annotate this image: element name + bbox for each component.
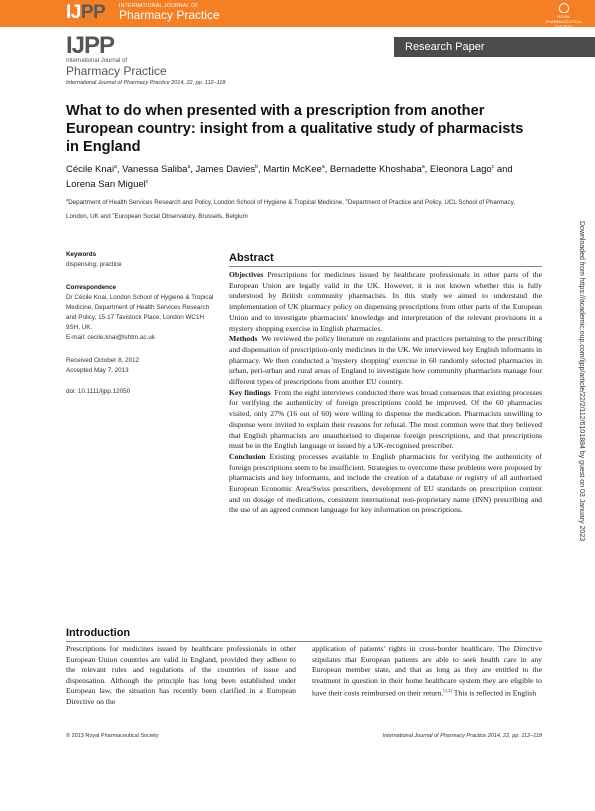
society-logo xyxy=(544,3,584,29)
dates-block xyxy=(66,356,216,376)
abstract-divider xyxy=(229,266,542,267)
correspondence-email[interactable]: E-mail: cecile.knai@lshtm.ac.uk xyxy=(66,334,155,341)
citation-ref[interactable]: [1,2] xyxy=(443,688,452,693)
crest-icon xyxy=(559,3,569,13)
correspondence-address: Dr Cécile Knai, London School of Hygiene & Tropical Medicine, Department of Health Services Research and Policy, 15-17 Tavistock Place, London WC1H 9SH, UK. xyxy=(66,294,214,331)
intro-column-right: application of patients' rights in cross-border healthcare. The Directive stipulates that European patients are able to seek health care in any European member state, and that as long as they are entitled to the treatment in question in their home healthcare system they are eligible to have their costs reimbursed on their return.[1,2] This is reflected in English xyxy=(312,644,542,698)
author-name: Cécile Knai xyxy=(66,164,115,176)
doi[interactable]: doi: 10.1111/ijpp.12050 xyxy=(66,388,131,395)
author-name: Vanessa Saliba xyxy=(122,164,188,176)
abstract-objectives: Objectives Prescriptions for medicines issued by healthcare professionals in other parts of the European Union are legally valid in the UK. However, it is not known whether this is fully understood by British community pharmacists. In this study we aimed to understand the implementation of UK pharmacy policy on dispensing prescriptions from other parts of the European Union and to investigate pharmacists' knowledge and interpretation of the relevant provisions in a mystery shopping exercise in English pharmacies. xyxy=(229,270,542,333)
footer-citation: International Journal of Pharmacy Practice 2014, 22, pp. 112–118 xyxy=(382,733,542,739)
journal-logo-abbrev: IJPP xyxy=(66,32,115,59)
banner-journal-name xyxy=(119,3,220,22)
article-title: What to do when presented with a prescription from another European country: insight from a qualitative study of pharmacists in England xyxy=(66,103,524,155)
society-name: ROYAL PHARMACEUTICAL SOCIETY xyxy=(545,14,583,29)
author-name: Bernadette Khoshaba xyxy=(329,164,422,176)
correspondence-heading: Correspondence xyxy=(66,284,117,291)
author-list: Cécile Knai$^a$, Vanessa Saliba$^a$, James Davies$^b$, Martin McKee$^a$, Bernadette Khoshaba$^a$, Eleonora Lago$^c$ and Lorena San Miguel$^c$ xyxy=(66,164,513,191)
journal-banner xyxy=(0,0,595,27)
download-note: Downloaded from https://academic.oup.com/ijpp/article/22/2/112/6101884 by guest on 03 January 2023 xyxy=(578,221,585,542)
accepted-date: Accepted May 7, 2013 xyxy=(66,367,129,374)
author-affiliation-marker: a xyxy=(321,164,325,170)
intro-column-left: Prescriptions for medicines issued by healthcare professionals in other European Union countries are valid in England, provided they adhere to the relevant rules and regulations of the countries of issue and dispensation. Although the principle has long been established under European law, the situation has recently been clarified in a European Directive on the xyxy=(66,644,296,706)
author-affiliation-marker: a xyxy=(114,164,117,170)
article-type-badge: Research Paper xyxy=(394,37,595,57)
author-name: and Lorena San Miguel xyxy=(66,164,513,191)
author-affiliation-marker: c xyxy=(491,164,495,170)
keywords-block xyxy=(66,250,216,270)
banner-logo: IJPP xyxy=(66,2,106,23)
abstract-methods: Methods We reviewed the policy literature on regulations and practices pertaining to the prescribing and dispensation of prescription-only medicines in the UK. We interviewed key English informants in pharmacy. We then conducted a 'mystery shopping' exercise in 60 randomly selected pharmacies in urban, peri-urban and rural areas of England to investigate how community pharmacists manage four different types of prescriptions from another EU country. xyxy=(229,334,542,387)
correspondence-block xyxy=(66,283,216,343)
citation-top: International Journal of Pharmacy Practice 2014, 22, pp. 112–118 xyxy=(66,80,226,86)
introduction-divider xyxy=(66,641,542,642)
abstract-findings: Key findings From the eight interviews conducted there was broad consensus that existing processes for verifying the authenticity of foreign prescriptions could be improved. Of the 60 pharmacies visited, only 27% (16 out of 60) were willing to dispense the medication. Pharmacists unwilling to dispense were invited to explain their reasons for refusal. The most common were that they believed that English pharmacists are unauthorised to dispense foreign prescriptions, and that prescriptions must be in the English language or issued by a UK-recognised prescriber. xyxy=(229,387,542,451)
author-name: Martin McKee xyxy=(263,164,322,176)
banner-small-text: INTERNATIONAL JOURNAL OF xyxy=(119,3,199,9)
author-affiliation-marker: b xyxy=(255,164,258,170)
author-affiliation-marker: a xyxy=(187,164,191,170)
journal-logo-line1: International Journal of xyxy=(66,58,128,64)
abstract-conclusion: Conclusion Existing processes available to English pharmacists for verifying the authenticity of foreign prescriptions seem to be insufficient. Strategies to overcome these problems were proposed by pharmacists and key informants, and include the creation of a database or registry of all authorised European Economic Area/Swiss prescribers, development of EU standards on prescription content and on dosage of medications, consistent international non-proprietary name (INN) prescribing and the use of an agreed common language for key information on prescriptions. xyxy=(229,451,542,515)
keywords-text: dispensing; practice xyxy=(66,261,122,268)
introduction-heading: Introduction xyxy=(66,627,131,639)
author-affiliation-marker: c xyxy=(145,179,149,186)
received-date: Received October 8, 2012 xyxy=(66,357,140,364)
footer-copyright: © 2013 Royal Pharmaceutical Society xyxy=(66,733,159,739)
author-affiliation-marker: a xyxy=(421,164,425,170)
abstract-body xyxy=(229,270,542,516)
affiliations: $^a$Department of Health Services Research and Policy, London School of Hygiene & Tropical Medicine, $^b$Department of Practice and Policy, UCL School of Pharmacy, London, UK and $^c$European Social Observatory, Brussels, Belgium xyxy=(66,197,515,221)
author-name: James Davies xyxy=(195,164,256,176)
abstract-heading: Abstract xyxy=(229,252,274,264)
journal-logo-line2: Pharmacy Practice xyxy=(66,64,167,78)
banner-big-text: Pharmacy Practice xyxy=(119,8,220,22)
author-name: Eleonora Lago xyxy=(429,164,492,176)
keywords-heading: Keywords xyxy=(66,251,97,258)
